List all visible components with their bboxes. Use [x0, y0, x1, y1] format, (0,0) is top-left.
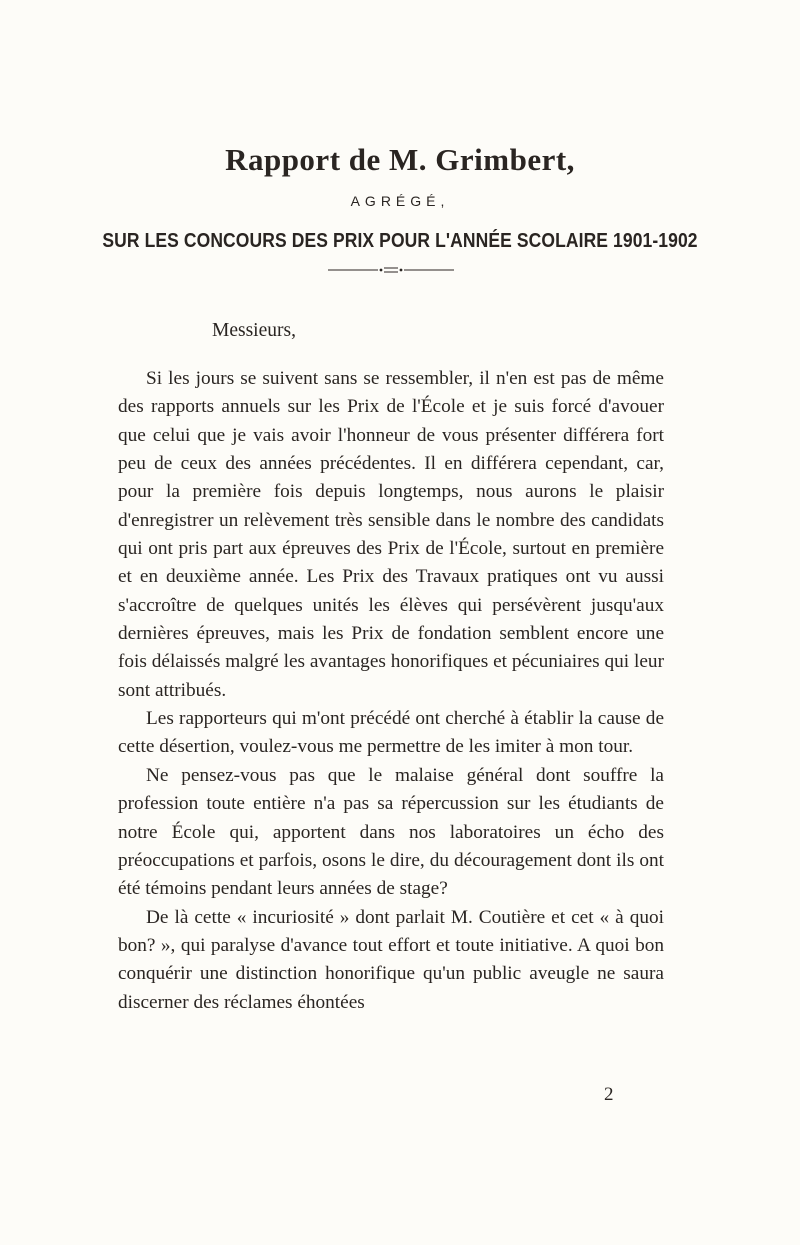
report-subject-heading: SUR LES CONCOURS DES PRIX POUR L'ANNÉE SCOLAIRE 1901-1902 — [102, 228, 698, 252]
paragraph: Ne pensez-vous pas que le malaise général dont souffre la profession toute entière n'a pas sa répercussion sur les étudiants de notre École qui, apportent dans nos laboratoires un écho des préoccupations et parfois, osons le dire, du découragement dont ils ont été témoins pendant leurs années de stage? — [118, 764, 664, 900]
paragraph: De là cette « incuriosité » dont parlait M. Coutière et cet « à quoi bon? », qui paralyse d'avance tout effort et toute initiative. A quoi bon conquérir une distinction honorifique qu'un public aveugle ne saura discerner des réclames éhontées — [118, 906, 664, 1013]
report-title: Rapport de M. Grimbert, — [225, 142, 575, 177]
paragraph: Si les jours se suivent sans se ressembler, il n'en est pas de même des rapports annuels sur les Prix de l'École et je suis forcé d'avouer que celui que je vais avoir l'honneur de vous présenter différera fort peu de ceux des années précédentes. Il en différera cependant, car, pour la première fois depuis longtemps, nous aurons le plaisir d'enregistrer un relèvement très sensible dans le nombre des candidats qui ont pris part aux épreuves des Prix de l'École, surtout en première et en deuxième année. Les Prix des Travaux pratiques ont vu aussi s'accroître de quelques unités les élèves qui persévèrent jusqu'aux dernières épreuves, mais les Prix de fondation semblent encore une fois délaissés malgré les avantages honorifiques et pécuniaires qui leur sont attribués. — [118, 368, 664, 701]
ornament-divider — [328, 264, 454, 276]
salutation: Messieurs, — [212, 320, 296, 341]
paragraph: Les rapporteurs qui m'ont précédé ont cherché à établir la cause de cette désertion, voulez-vous me permettre de les imiter à mon tour. — [118, 708, 664, 758]
author-qualification: AGRÉGÉ, — [350, 193, 450, 209]
report-body — [118, 365, 664, 1017]
page-number: 2 — [604, 1084, 614, 1105]
